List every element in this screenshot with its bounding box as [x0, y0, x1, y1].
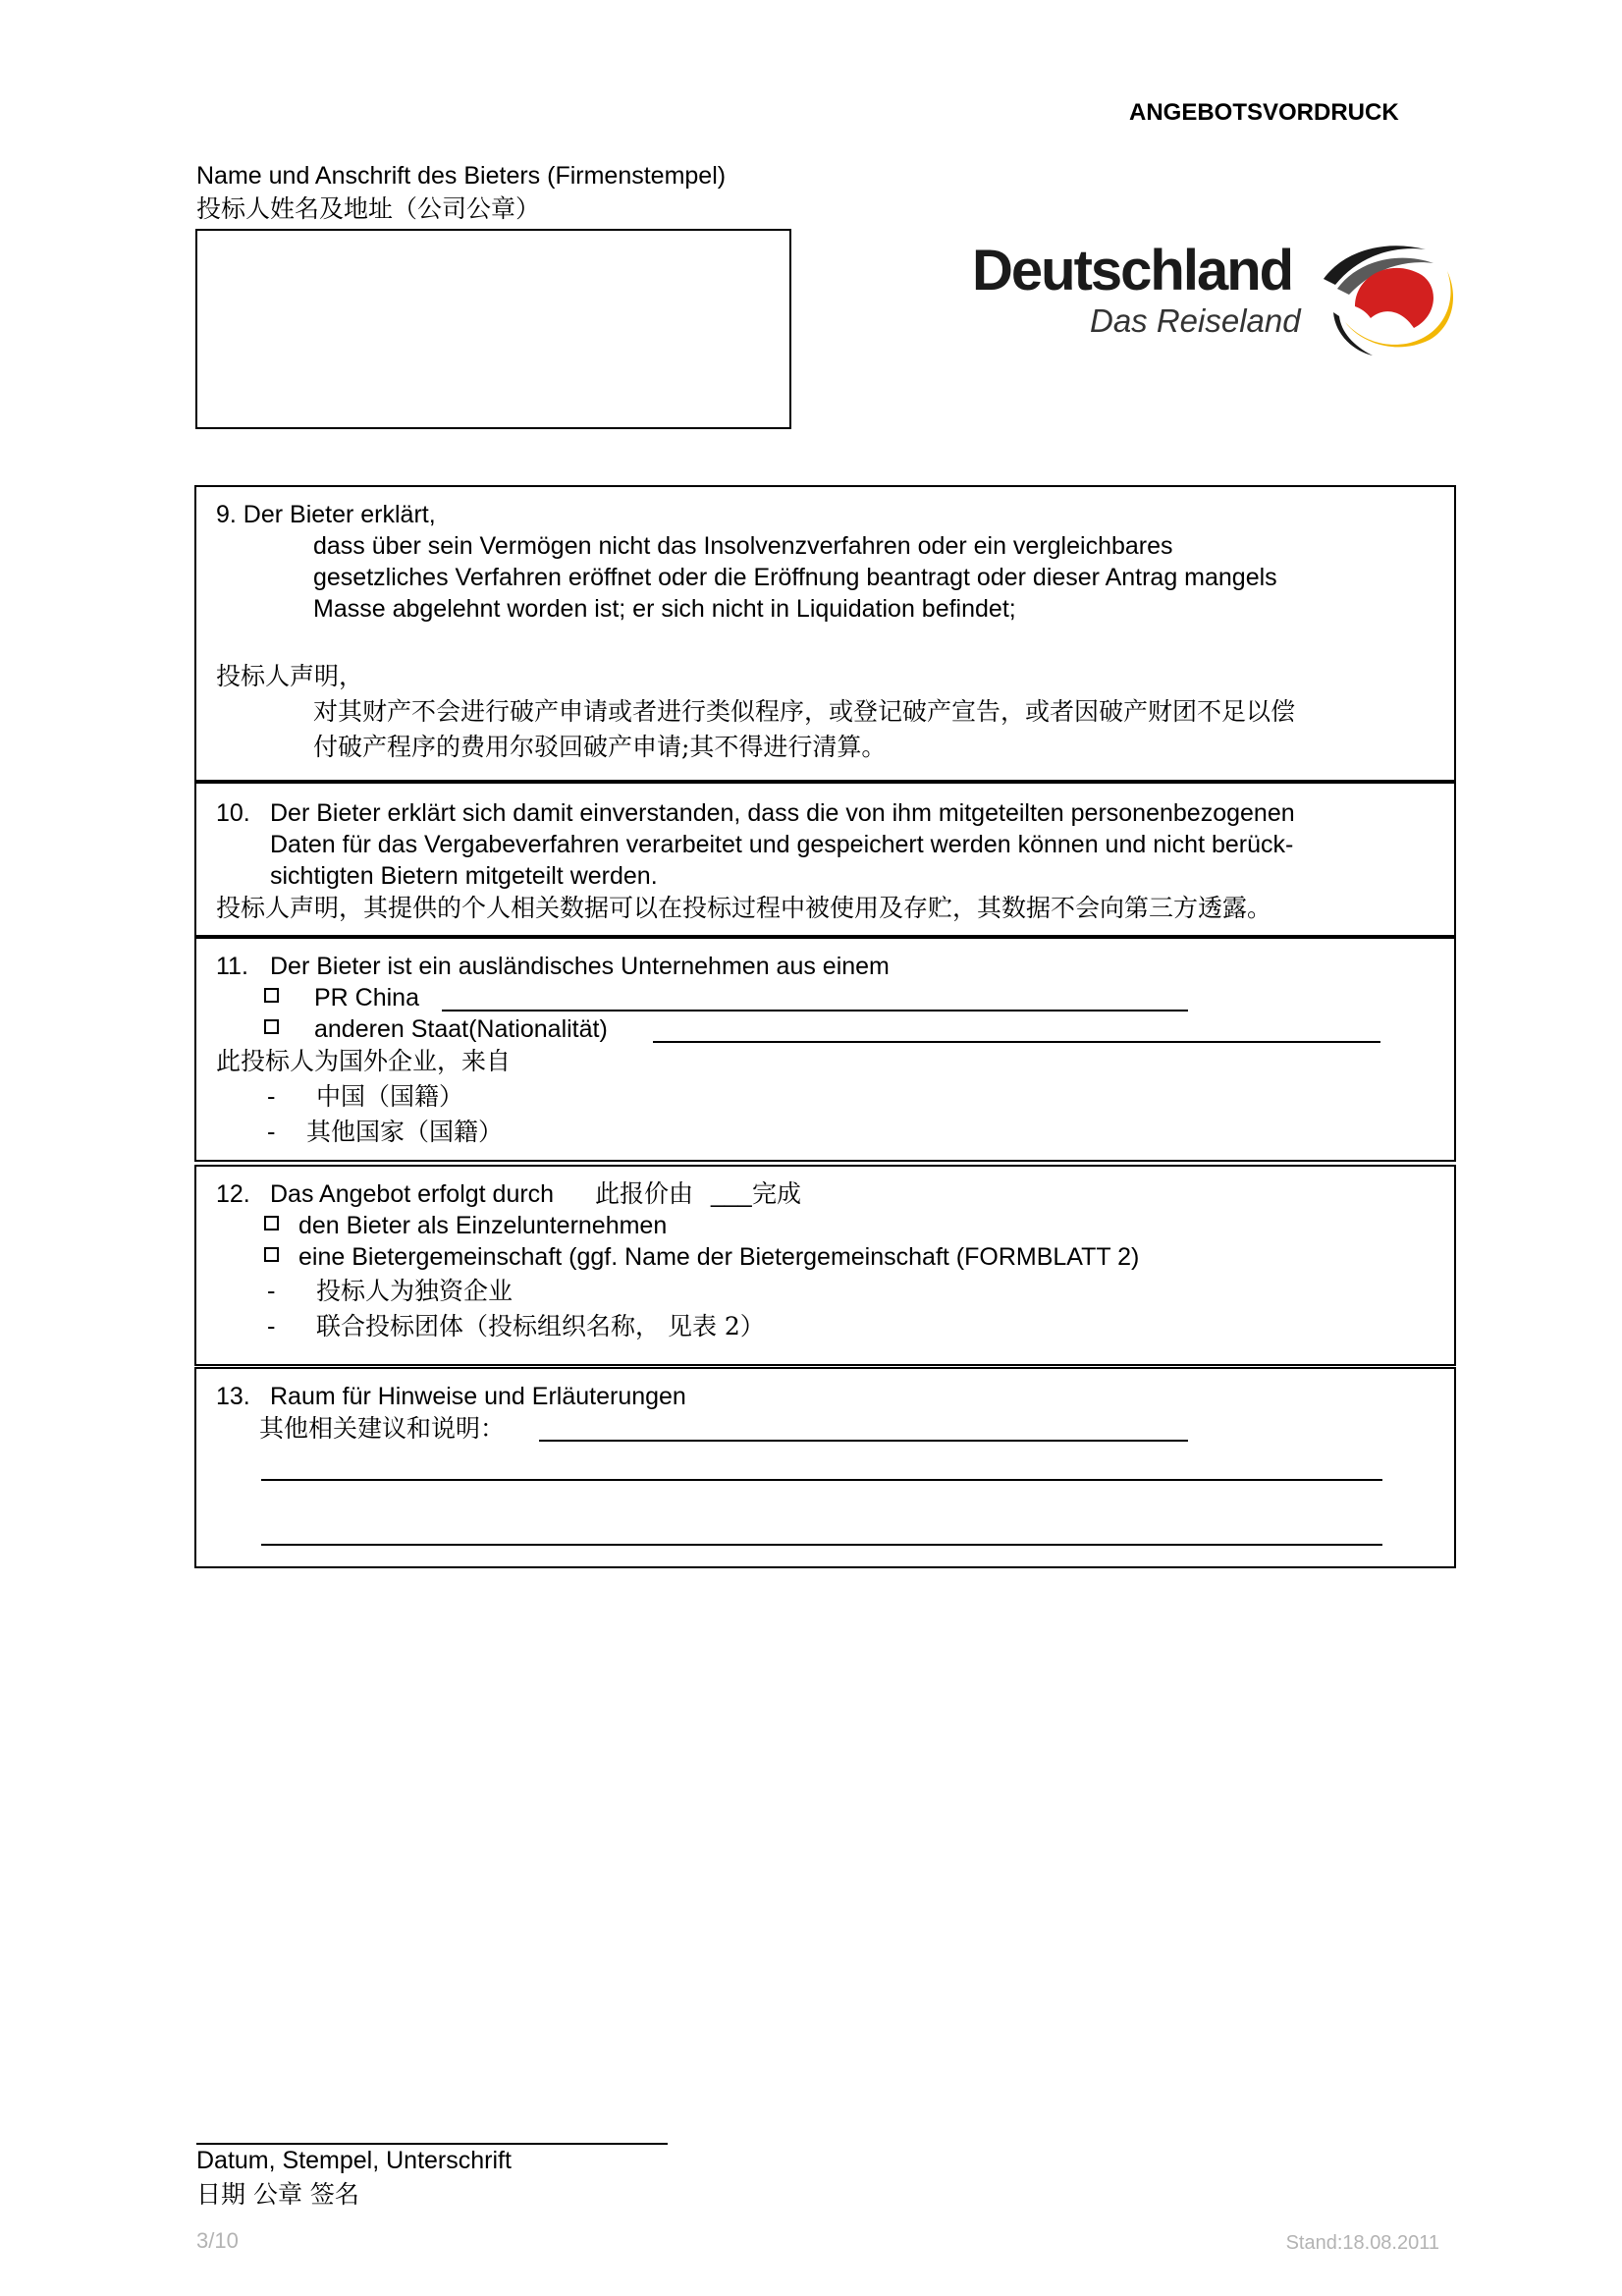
s11-option-china: PR China — [314, 984, 419, 1011]
section-9 — [194, 485, 1456, 782]
s9-line-de: Masse abgelehnt worden ist; er sich nicht in Liquidation befindet; — [313, 595, 1016, 623]
s13-number: 13. — [216, 1383, 250, 1410]
s12-dash: - — [267, 1312, 276, 1340]
s10-line-zh: 投标人声明，其提供的个人相关数据可以在投标过程中被使用及存贮，其数据不会向第三方透露。 — [216, 894, 1272, 922]
s11-intro-de: Der Bieter ist ein ausländisches Unternehmen aus einem — [270, 953, 890, 980]
s13-notes-line[interactable] — [261, 1544, 1382, 1546]
s11-nationality-blank[interactable] — [653, 1041, 1380, 1043]
signature-label-de: Datum, Stempel, Unterschrift — [196, 2147, 512, 2174]
s12-inline-zh: 完成 — [752, 1179, 802, 1208]
deutschland-logo — [972, 234, 1463, 363]
s11-option-zh: 中国（国籍） — [316, 1082, 464, 1111]
s9-line-zh: 对其财产不会进行破产申请或者进行类似程序，或登记破产宣告，或者因破产财团不足以偿 — [313, 697, 1296, 726]
s10-line-de: Der Bieter erklärt sich damit einverstanden, dass die von ihm mitgeteilten personenbezogenen — [270, 799, 1295, 827]
s12-option-zh: 联合投标团体（投标组织名称， 见表 2） — [316, 1312, 765, 1340]
s12-inline-zh: 此报价由 — [595, 1179, 694, 1208]
company-stamp-box[interactable] — [195, 229, 791, 429]
s13-notes-line[interactable] — [539, 1440, 1188, 1442]
s9-intro-de: 9. Der Bieter erklärt, — [216, 501, 436, 528]
section-10 — [194, 782, 1456, 937]
s12-option-single: den Bieter als Einzelunternehmen — [298, 1212, 668, 1239]
s13-intro-zh: 其他相关建议和说明： — [259, 1414, 506, 1443]
s11-dash: - — [267, 1118, 276, 1146]
s11-dash: - — [267, 1082, 276, 1111]
section-12 — [194, 1165, 1456, 1366]
signature-label-zh: 日期 公章 签名 — [196, 2180, 359, 2209]
s12-blank[interactable]: ___ — [711, 1180, 752, 1208]
s9-line-de: gesetzliches Verfahren eröffnet oder die Eröffnung beantragt oder dieser Antrag mangels — [313, 564, 1277, 591]
s12-checkbox-single[interactable] — [264, 1216, 279, 1230]
stand-date: Stand:18.08.2011 — [1285, 2232, 1439, 2254]
s12-dash: - — [267, 1277, 276, 1305]
s11-checkbox-china[interactable] — [264, 988, 279, 1003]
s12-checkbox-consortium[interactable] — [264, 1247, 279, 1262]
section-13 — [194, 1367, 1456, 1568]
s11-checkbox-other[interactable] — [264, 1019, 279, 1034]
s11-china-blank[interactable] — [442, 1010, 1188, 1011]
s10-number: 10. — [216, 799, 250, 827]
s11-option-zh: 其他国家（国籍） — [306, 1118, 504, 1146]
form-title: ANGEBOTSVORDRUCK — [1129, 99, 1399, 126]
page-number: 3/10 — [196, 2228, 239, 2253]
s9-line-zh: 付破产程序的费用尔驳回破产申请;其不得进行清算。 — [313, 733, 887, 761]
logo-swoosh-icon — [1316, 228, 1463, 363]
s10-line-de: sichtigten Bietern mitgeteilt werden. — [270, 862, 658, 890]
bidder-label-de: Name und Anschrift des Bieters (Firmenstempel) — [196, 162, 727, 190]
s12-number: 12. — [216, 1180, 250, 1208]
logo-tagline: Das Reiseland — [1090, 302, 1301, 339]
bidder-label-zh: 投标人姓名及地址（公司公章） — [196, 194, 541, 223]
section-11 — [194, 937, 1456, 1162]
s12-intro-de: Das Angebot erfolgt durch — [270, 1180, 555, 1208]
s11-intro-zh: 此投标人为国外企业，来自 — [216, 1047, 512, 1075]
logo-brand: Deutschland — [972, 239, 1293, 302]
s9-line-de: dass über sein Vermögen nicht das Insolvenzverfahren oder ein vergleichbares — [313, 532, 1173, 560]
s12-option-zh: 投标人为独资企业 — [316, 1277, 514, 1305]
s13-intro-de: Raum für Hinweise und Erläuterungen — [270, 1383, 686, 1410]
s11-option-other: anderen Staat(Nationalität) — [314, 1015, 608, 1043]
s13-notes-line[interactable] — [261, 1479, 1382, 1481]
s9-intro-zh: 投标人声明， — [216, 662, 364, 690]
s11-number: 11. — [216, 953, 248, 980]
s10-line-de: Daten für das Vergabeverfahren verarbeitet und gespeichert werden können und nicht berück- — [270, 831, 1294, 858]
s12-option-consortium: eine Bietergemeinschaft (ggf. Name der Bietergemeinschaft (FORMBLATT 2) — [298, 1243, 1140, 1271]
